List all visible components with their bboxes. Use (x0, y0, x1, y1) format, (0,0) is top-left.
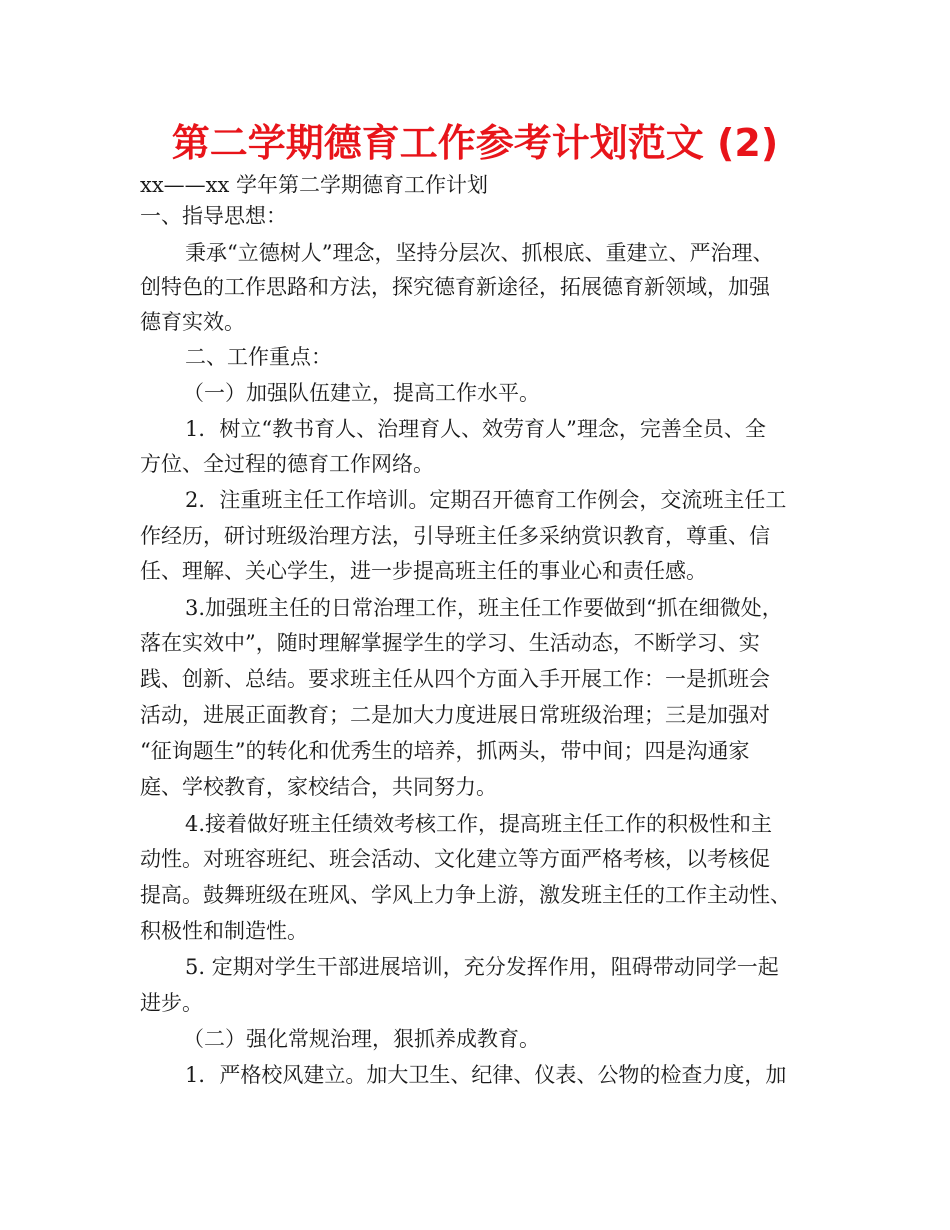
section-heading: 一、指导思想： (140, 204, 287, 228)
subsection-heading: （二）强化常规治理，狠抓养成教育。 (183, 1027, 540, 1051)
paragraph-line: 2．注重班主任工作培训。定期召开德育工作例会，交流班主任工 (185, 488, 787, 512)
paragraph-line: 1．树立“教书育人、治理育人、效劳育人”理念，完善全员、全 (185, 417, 766, 441)
paragraph-line: 活动，进展正面教育；二是加大力度进展日常班级治理；三是加强对 (140, 703, 770, 727)
subsection-heading: （一）加强队伍建立，提高工作水平。 (183, 381, 540, 405)
paragraph-line: 践、创新、总结。要求班主任从四个方面入手开展工作：一是抓班会 (140, 667, 770, 691)
paragraph-line: “征询题生”的转化和优秀生的培养，抓两头，带中间；四是沟通家 (140, 739, 750, 763)
document-title: 第二学期德育工作参考计划范文 (2) (171, 121, 779, 165)
paragraph-line: 庭、学校教育，家校结合，共同努力。 (140, 775, 497, 799)
paragraph-line: 1．严格校风建立。加大卫生、纪律、仪表、公物的检查力度，加 (185, 1063, 787, 1087)
paragraph-line: 4.接着做好班主任绩效考核工作，提高班主任工作的积极性和主 (185, 812, 773, 836)
subtitle-line: xx——xx 学年第二学期德育工作计划 (140, 173, 489, 197)
paragraph-line: 3.加强班主任的日常治理工作，班主任工作要做到“抓在细微处， (185, 596, 783, 620)
paragraph-line: 方位、全过程的德育工作网络。 (140, 452, 434, 476)
paragraph-line: 任、理解、关心学生，进一步提高班主任的事业心和责任感。 (140, 559, 707, 583)
paragraph-line: 作经历，研讨班级治理方法，引导班主任多采纳赏识教育，尊重、信 (140, 524, 770, 548)
paragraph-line: 创特色的工作思路和方法，探究德育新途径，拓展德育新领域，加强 (140, 275, 770, 299)
paragraph-line: 动性。对班容班纪、班会活动、文化建立等方面严格考核，以考核促 (140, 847, 770, 871)
paragraph-line: 秉承“立德树人”理念，坚持分层次、抓根底、重建立、严治理、 (185, 241, 774, 265)
paragraph-line: 进步。 (140, 991, 203, 1015)
paragraph-line: 积极性和制造性。 (140, 919, 308, 943)
paragraph-line: 德育实效。 (140, 310, 245, 334)
paragraph-line: 5. 定期对学生干部进展培训，充分发挥作用，阻碍带动同学一起 (185, 955, 779, 979)
paragraph-line: 落在实效中”，随时理解掌握学生的学习、生活动态，不断学习、实 (140, 631, 760, 655)
paragraph-line: 提高。鼓舞班级在班风、学风上力争上游，激发班主任的工作主动性、 (140, 883, 791, 907)
section-heading: 二、工作重点： (185, 345, 332, 369)
